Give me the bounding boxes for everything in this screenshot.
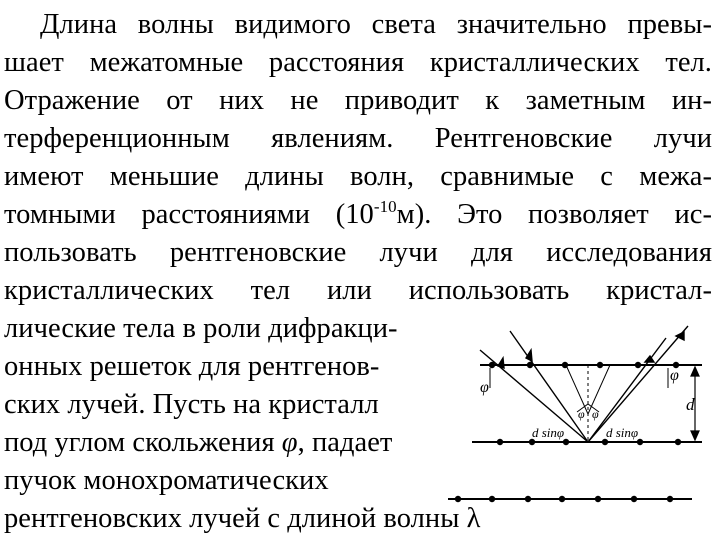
phi-label-left: φ bbox=[480, 379, 489, 396]
text-line-14: рентгеновских лучей с длиной волны λ bbox=[4, 503, 481, 534]
text-line-12-start: под углом скольжения bbox=[4, 427, 282, 458]
phi-label-right: φ bbox=[670, 367, 679, 384]
text-line-8: кристаллических тел или использовать кристал- bbox=[4, 275, 712, 306]
d-sin-phi-label-left: d sinφ bbox=[532, 425, 565, 440]
phi-symbol: φ bbox=[281, 427, 298, 458]
d-sin-phi-label-right: d sinφ bbox=[606, 425, 639, 440]
exponent: -10 bbox=[373, 197, 397, 216]
text-line-13: пучок монохроматических bbox=[4, 465, 329, 496]
construction-lines bbox=[490, 365, 668, 442]
text-line-12-end: , падает bbox=[297, 427, 393, 458]
phi-label-center-right: φ bbox=[592, 407, 599, 421]
text-line-7: пользовать рентгеновские лучи для исследования bbox=[4, 237, 712, 268]
text-line-6-start: томными расстояниями (10 bbox=[4, 199, 374, 230]
text-line-6-end: м). Это позволяет ис- bbox=[396, 199, 712, 230]
text-line-6 bbox=[4, 196, 712, 237]
phi-label-center-left: φ bbox=[578, 407, 585, 421]
text-line-12 bbox=[4, 424, 392, 462]
text-line-10: онных решеток для рентгенов- bbox=[4, 351, 380, 382]
incident-arrow-1 bbox=[498, 358, 504, 368]
text-line-5: имеют меньшие длины волн, сравнимые с межа- bbox=[4, 161, 712, 192]
text-line-1: Длина волны видимого света значительно превы- bbox=[40, 9, 712, 40]
text-line-4: терференционным явлениям. Рентгеновские лучи bbox=[4, 123, 712, 154]
text-line-9: лические тела в роли дифракци- bbox=[4, 313, 398, 344]
incident-arrow-2 bbox=[526, 350, 532, 361]
text-line-2: шает межатомные расстояния кристаллических тел. bbox=[4, 47, 712, 78]
text-line-3: Отражение от них не приводит к заметным ин- bbox=[4, 85, 712, 116]
text-line-11: ских лучей. Пусть на кристалл bbox=[4, 389, 379, 420]
bragg-diffraction-diagram bbox=[440, 318, 710, 533]
d-label: d bbox=[686, 395, 695, 414]
